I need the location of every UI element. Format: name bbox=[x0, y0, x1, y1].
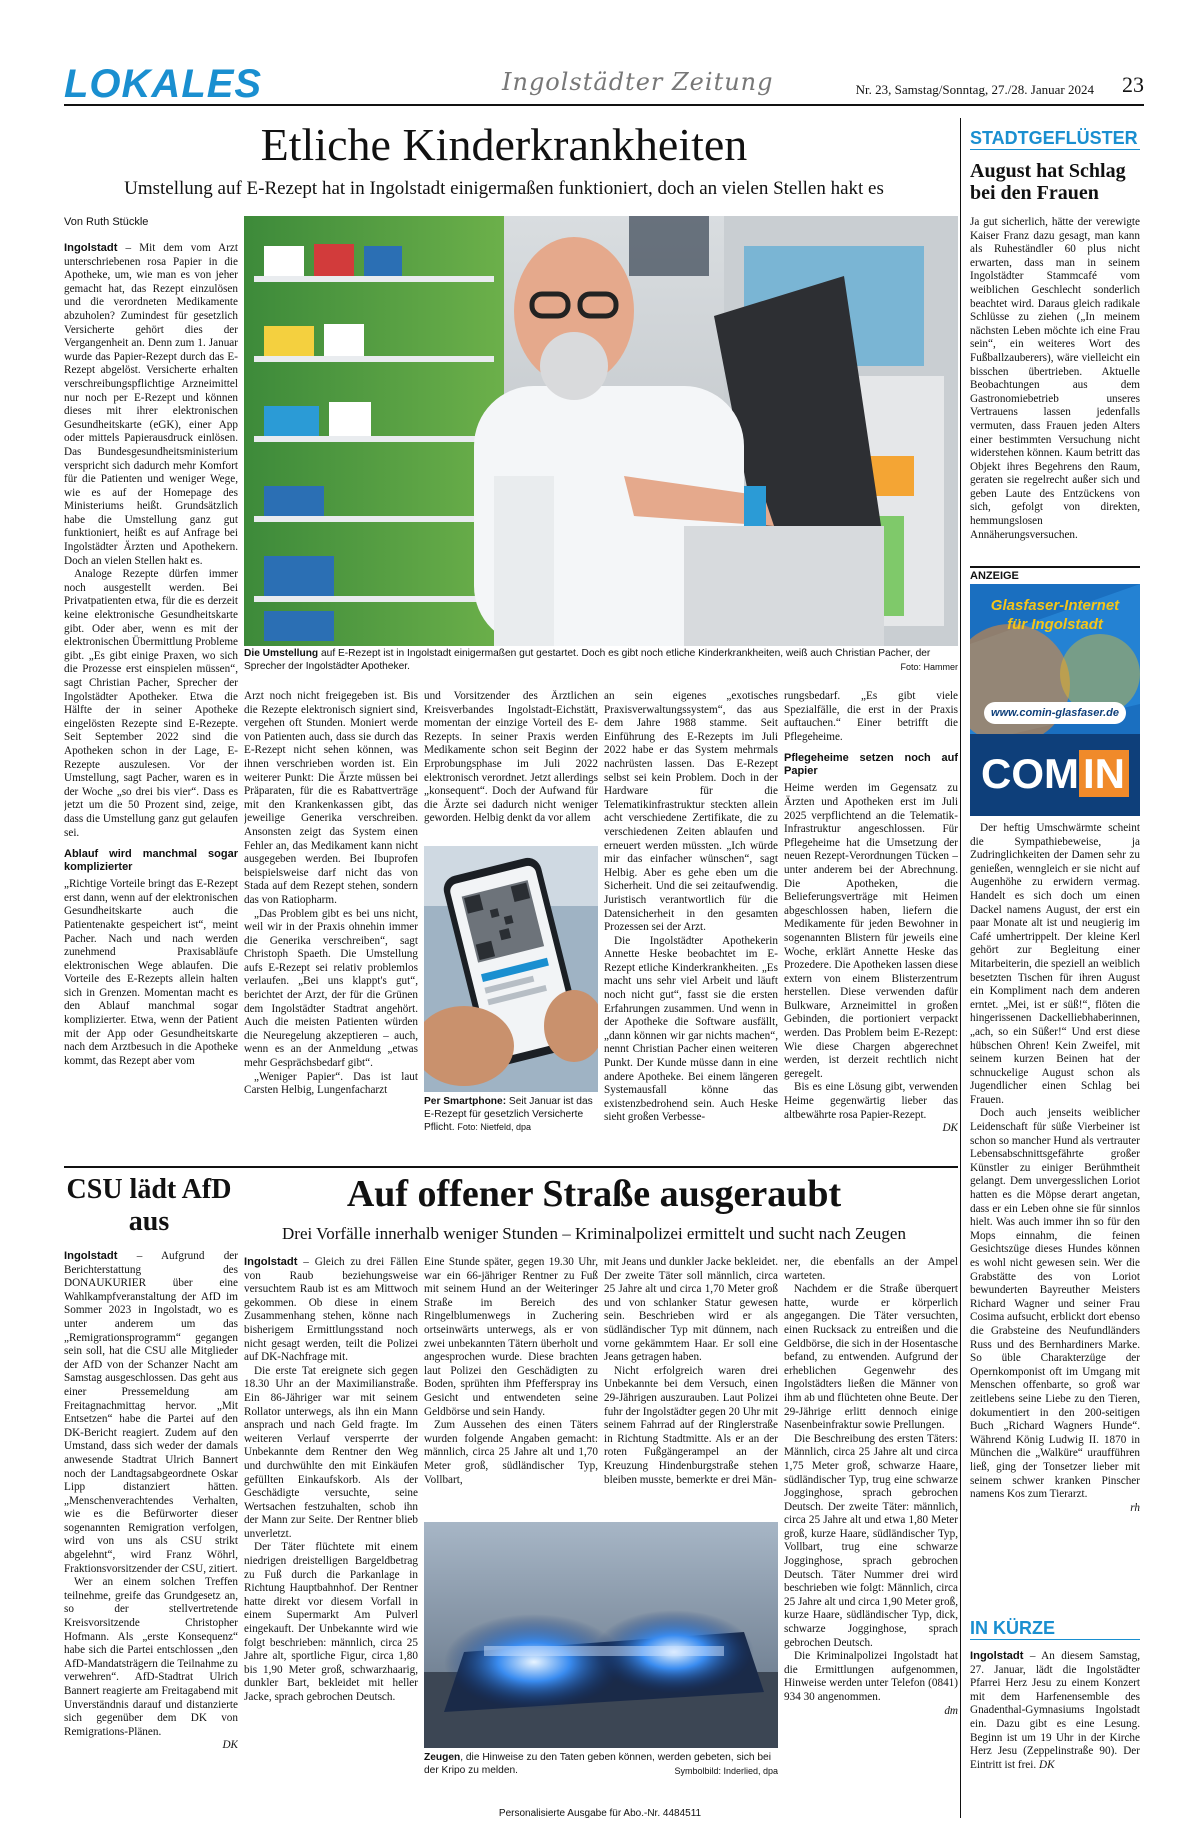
paragraph: „Richtige Vorteile bringt das E-Rezept erst dann, wenn auf der elektronischen Gesundheitskarte auch die Patientenakte gespeichert ist“, meint Pacher. Nach und nach werden zunehmend Praxisabläufe elektronischen Wege ablaufen. Die Vorteile des E-Rezepts allein halten sich in Grenzen. Momentan macht es den Ablauf manchmal sogar komplizierter. Etwa, wenn der Patient mit der App oder Gesundheitskarte nach dem Arztbesuch in die Apotheke kommt, das Rezept aber vom bbox=[64, 878, 238, 1067]
comin-advertisement[interactable] bbox=[970, 584, 1140, 816]
paragraph: Die erste Tat ereignete sich gegen 18.30 Uhr an der Maximilianstraße. Ein 86-Jähriger war mit seinem Rollator unterwegs, als ihn ein Mann ansprach und nach Geld fragte. Im weiteren Verlauf versperrte der Unbekannte dem Rentner den Weg und durchwühlte den mit Einkäufen gefüllten Einkaufskorb. Als der Geschädigte versuchte, seine Wertsachen festzuhalten, schob ihn der Mann zur Seite. Der Rentner blieb unverletzt. bbox=[244, 1364, 418, 1540]
story2-headline: Auf offener Straße ausgeraubt bbox=[346, 1173, 842, 1215]
caption-text: Seit Januar ist das E-Rezept für gesetzlich Versicherte Pflicht. bbox=[424, 1096, 593, 1133]
paragraph: mit Jeans und dunkler Jacke bekleidet. Der zweite Täter soll männlich, circa 25 Jahre alt und circa 1,70 Meter groß und von schlanker Statur gewesen sein. Beschrieben wird er als südländischer Typ mit dünnem, nach vorne gekämmtem Haar. Er soll eine Jeans getragen haben. bbox=[604, 1256, 778, 1364]
ad-headline: Glasfaser-Internet bbox=[990, 597, 1120, 614]
caption-text: auf E-Rezept ist in Ingolstadt einigermaßen gut gestartet. Doch es gibt noch etliche Kinderkrankheiten, weiß auch Christian Pacher, der Sprecher der Ingolstädter Apotheker. bbox=[244, 648, 931, 672]
story3-headline: CSU lädt AfD aus bbox=[66, 1174, 232, 1237]
paragraph: Eine Stunde später, gegen 19.30 Uhr, war ein 66-jähriger Rentner zu Fuß mit seinem Hund an der Weiteringer Straße im Bereich des Ringelblumenwegs in Zuchering ortseinwärts unterwegs, als er von zwei unbekannten Tätern überholt und angesprochen wurde. Diese brachten laut Polizei den Geschädigten zu Boden, sprühten ihm Pfefferspray ins Gesicht und entwendeten seine Geldbörse und sein Handy. bbox=[424, 1256, 598, 1418]
photo-credit: Symbolbild: Inderlied, dpa bbox=[674, 1765, 778, 1776]
police-photo-caption bbox=[424, 1752, 778, 1777]
story1-column-5 bbox=[784, 690, 958, 1160]
caption-lead: Per Smartphone: bbox=[424, 1096, 507, 1107]
paragraph: Nicht erfolgreich waren drei Unbekannte bei dem Versuch, einen 29-Jährigen auszurauben. Laut Polizei fuhr der Ingolstädter gegen 20 Uhr mit seinem Fahrrad auf der Ringlerstraße in Richtung Stadtmitte. Als er an der roten Fußgängerampel an der Kreuzung Hindenburgstraße stehen bleiben musste, bemerkte er drei Män- bbox=[604, 1364, 778, 1486]
paragraph: Bis es eine Lösung gibt, verwenden Heime gegenwärtig lieber das altbewährte rosa Papier-Rezept. bbox=[784, 1081, 958, 1121]
paragraph: Wer an einem solchen Treffen teilnehme, greife das Grundgesetz an, so der stellvertretende Kreisvorsitzende Christopher Hofmann. Als „erste Konsequenz“ habe sich die Partei entschlossen „den AfD-Mandatsträgern die Teilnahme zu verwehren“. AfD-Stadtrat Ulrich Bannert reagierte am Freitagabend mit Unverständnis darauf und distanzierte sich gegenüber dem DK von Remigrations-Plänen. bbox=[64, 1576, 238, 1738]
sidebar-headline: August hat Schlag bei den Frauen bbox=[970, 160, 1126, 204]
paragraph: ner, die ebenfalls an der Ampel warteten. bbox=[784, 1256, 958, 1282]
caption-lead: Die Umstellung bbox=[244, 648, 319, 659]
newspaper-name: Ingolstädter Zeitung bbox=[502, 68, 774, 96]
page-number: 23 bbox=[1122, 72, 1144, 97]
paragraph: – Mit dem vom Arzt unterschriebenen rosa Papier in die Apotheke, um, wie man es von jeher gemacht hat, das Rezept einzulösen und die verordneten Medikamente abzuholen? Zumindest für gesetzlich Versicherte gehört dies der Vergangenheit an. Denn zum 1. Januar wurde das Papier-Rezept durch das E-Rezept abgelöst. Versicherte erhalten verschreibungspflichtige Arzneimittel nur noch per E-Rezept und können dieses mit ihrer elektronischen Gesundheitskarte (eGK), einer App oder mittels Papierausdruck einlösen. Das Bundesgesundheitsministerium verspricht sich dadurch mehr Komfort für die Patienten und weniger Wege, wie es auf der Homepage des Ministeriums heißt. Grundsätzlich habe die Umstellung ganz gut funktioniert, heißt es auf Anfrage bei Ingolstädter Ärzten und Apothekern. Doch an vielen Stellen hakt es. bbox=[64, 242, 238, 567]
paragraph: Der heftig Umschwärmte scheint die Sympathiebeweise, ja Zudringlichkeiten der Damen sehr zu genießen, wenngleich er sie nicht auf Augenhöhe zu erwidern vermag. Handelt es sich doch um einen Dackel namens August, der erst ein paar Monate alt ist und neugierig im Café umhertrippelt. Der kleine Kerl gehört zur Begleitung einer Mitarbeiterin, die speziell an weiblich besetzten Tischen für ihren August ein Kompliment nach dem anderen erntet. „Mei, ist er süß!“, flöten die hingerissenen Dackelliebhaberinnen, „ach, so ein Süßer!“ Und erst diese hübschen Ohren! Kein Zweifel, mit seinem kurzen Beinen hat der schnuckelige August schon als Jugendlicher einen Schlag bei Frauen. bbox=[970, 822, 1140, 1106]
story1-subhead: Umstellung auf E-Rezept hat in Ingolstadt einigermaßen funktioniert, doch an vielen Stellen hakt es bbox=[124, 178, 884, 199]
caption-text: , die Hinweise zu den Taten geben können, werden gebeten, sich bei der Kripo zu melden. bbox=[424, 1752, 771, 1776]
caption-lead: Zeugen bbox=[424, 1752, 461, 1763]
masthead bbox=[64, 60, 1144, 106]
dateline: Ingolstadt bbox=[64, 242, 118, 254]
author-signature: DK bbox=[222, 1739, 238, 1752]
sidebar-column-1 bbox=[970, 216, 1140, 556]
story1-byline: Von Ruth Stückle bbox=[64, 216, 149, 228]
paragraph: Die Beschreibung des ersten Täters: Männlich, circa 25 Jahre alt und circa 1,75 Meter groß, schwarze Haare, südländischer Typ, trug eine schwarze Jogginghose, sprach gebrochen Deutsch. Der zweite Täter: männlich, circa 25 Jahre alt und etwa 1,80 Meter groß, kurze Haare, südländischer Typ, Vollbart, trug eine schwarze Jogginghose, sprach gebrochen Deutsch. Täter Nummer drei wird beschrieben wie folgt: Männlich, circa 25 Jahre alt und circa 1,90 Meter groß, kurze Haare, südländischer Typ, dick, schwarze Jogginghose, sprach gebrochen Deutsch. bbox=[784, 1432, 958, 1649]
paragraph: Zum Aussehen des einen Täters wurden folgende Angaben gemacht: männlich, circa 25 Jahre alt und 1,70 Meter groß, südländischer Typ, Vollbart, bbox=[424, 1419, 598, 1486]
photo-caption bbox=[244, 648, 958, 673]
paragraph: Nachdem er die Straße überquert hatte, wurde er körperlich angegangen. Die Täter versuchten, einen Rucksack zu entreißen und die Geldbörse, die sich in der Hosentasche befand, zu entwenden. Aufgrund der erheblichen Gegenwehr des Ingolstädters ließen die Männer von ihm ab und flüchteten ohne Beute. Der 29-Jährige erlitt dennoch einige Nasenbeinfraktur sowie Prellungen. bbox=[784, 1283, 958, 1432]
dateline: Ingolstadt bbox=[244, 1256, 298, 1268]
smartphone-photo-illustration bbox=[424, 846, 598, 1092]
section-title: LOKALES bbox=[64, 62, 263, 106]
story1-column-1 bbox=[64, 242, 238, 1167]
dateline: Ingolstadt bbox=[64, 1250, 118, 1262]
story2-column-1 bbox=[244, 1256, 418, 1806]
pharmacist-photo bbox=[244, 216, 958, 646]
sidebar-column-2 bbox=[970, 822, 1140, 1620]
sidebar-label-2: IN KÜRZE bbox=[970, 1618, 1140, 1640]
smartphone-photo bbox=[424, 846, 598, 1092]
ad-brand-logo bbox=[970, 744, 1140, 804]
brief-column bbox=[970, 1650, 1140, 1800]
paragraph: – Gleich zu drei Fällen von Raub beziehungsweise versuchtem Raub ist es am Mittwoch gekommen. Ob diese in einem Zusammenhang stehen, könne nach bisherigem Ermittlungsstand noch nicht gesagt werden, teilt die Polizei auf DK-Nachfrage mit. bbox=[244, 1256, 418, 1364]
story2-column-4 bbox=[784, 1256, 958, 1806]
paragraph: Ja gut sicherlich, hätte der verewigte Kaiser Franz dazu gesagt, man kann als Ruheständler 60 plus nicht erwarten, dass man in seinem Ingolstädter Stammcafé vom weiblichen Geschlecht sonderlich beachtet wird. Daraus gleich radikale Schlüsse zu ziehen („In meinem nächsten Leben möchte ich eine Frau sein“, ein weiteres Wort des Fußballzauberers), wäre vielleicht ein bisschen übertrieben. Aktuelle Beobachtungen aus dem Gastronomiebetrieb unseres Vertrauens lassen jedenfalls vermuten, dass Frauen jeden Alters einer bestimmten Versuchung nicht widerstehen können. Kaum betritt das Objekt ihres Begehrens den Raum, geraten sie regelrecht außer sich und geben Laute des Entzückens von sich, gefolgt von direkten, hemmungslosen Annäherungsversuchen. bbox=[970, 216, 1140, 541]
paragraph: rungsbedarf. „Es gibt viele Spezialfälle, die erst in der Praxis auftauchen.“ Einer betrifft die Pflegeheime. bbox=[784, 690, 958, 743]
paragraph: „Weniger Papier“. Das ist laut Carsten Helbig, Lungenfacharzt bbox=[244, 1070, 418, 1097]
paragraph: Der Täter flüchtete mit einem niedrigen dreistelligen Bargeldbetrag zu Fuß durch die Parkanlage in Richtung Hauptbahnhof. Der Rentner hatte direkt vor diesem Vorfall in einem Supermarkt Am Pulverl eingekauft. Der Unbekannte wird wie folgt beschrieben: männlich, circa 25 Jahre alt, sportliche Figur, circa 1,80 bis 1,90 Meter groß, schwarzhaarig, dunkler Bart, bekleidet mit heller Jacke, sprach gebrochen Deutsch. bbox=[244, 1541, 418, 1703]
ad-label: ANZEIGE bbox=[970, 566, 1140, 582]
paragraph: – Aufgrund der Berichterstattung des DONAUKURIER über eine Wahlkampfveranstaltung der AfD im Sommer 2023 in Ingolstadt, wo es unter anderem um das „Remigrationsprogramm“ gegangen sein soll, hat die CSU alle Mitglieder der AfD von der Schanzer Nacht am Samstag ausgeschlossen. Das geht aus einer Pressemeldung am Freitagnachmittag hervor. „Mit Entsetzen“ habe die Partei auf den DK-Bericht reagiert. Zudem auf den Umstand, dass sich weder der damals anwesende Stadtrat Ulrich Bannert noch der Landtagsabgeordnete Oskar Lipp distanziert hätten. „Menschenverachtendes Verhalten, wie es die Befürworter dieser sogenannten Remigration verfolgen, wird von uns als CSU strikt abgelehnt“, wird Franz Wöhrl, Fraktionsvorsitzender der CSU, zitiert. bbox=[64, 1250, 238, 1575]
police-light-illustration bbox=[424, 1522, 778, 1748]
paragraph: Doch auch jenseits weiblicher Leidenschaft für süße Vierbeiner ist schon so mancher Hund als vertrauter Lebensabschnittsgefährte großer Künstler zu einiger Berühmtheit gelangt. Dem unvergesslichen Loriot hatten es die Möpse derart angetan, dass er ein Leben ohne sie für sinnlos hielt. Was auch immer ihn so für den Mops einnahm, die feinen Gesichtszüge dieses Hundes können es wohl nicht gewesen sein. Wer die Grabstätte des von Loriot bewunderten Bayreuther Meisters Richard Wagner und seiner Frau Cosima aufsucht, erblickt dort ebenso die Grabsteine des Neufundländers Russ und des Bernhardiners Marke. So üble Charakterzüge der Opernkomponist oft im Umgang mit Menschen offenbarte, so groß war zeitlebens seine Liebe zu den Tieren, dokumentiert in den 200-seitigen Buch „Richard Wagners Hunde“. Während König Ludwig II. 1870 in München die „Walküre“ uraufführen ließ, ging der Tonsetzer lieber mit seinem schwer kranken Pinscher namens Kos zum Tierarzt. bbox=[970, 1107, 1140, 1501]
issue-info: Nr. 23, Samstag/Sonntag, 27./28. Januar 2024 bbox=[855, 82, 1094, 97]
subscriber-footer: Personalisierte Ausgabe für Abo.-Nr. 4484511 bbox=[498, 1808, 702, 1819]
pharmacist-photo-illustration bbox=[244, 216, 958, 646]
sidebar-divider bbox=[960, 118, 961, 1818]
paragraph: Arzt noch nicht freigegeben ist. Bis die Rezepte elektronisch signiert sind, vergehen oft Stunden. Moniert werde von Patienten auch, dass sie durch das E-Rezept nicht sehen können, was ihnen verschrieben worden ist. Ein weiterer Punkt: Die Ärzte müssen bei Präparaten, für die es Rabattverträge mit den Krankenkassen gibt, das jeweilige Generika verschreiben. Ansonsten zeigt das System einen Fehler an, das Medikament kann nicht ausgegeben werden. Bei Ibuprofen beispielsweise darf nicht das von Stada auf dem Rezept stehen, sondern das von Ratiopharm. bbox=[244, 690, 418, 906]
ad-brand-part: COM bbox=[981, 750, 1079, 797]
photo-credit: Foto: Nietfeld, dpa bbox=[457, 1122, 531, 1132]
sidebar-label: STADTGEFLÜSTER bbox=[970, 128, 1140, 150]
ad-brand-part: IN bbox=[1079, 750, 1129, 797]
story1-column-3 bbox=[424, 690, 598, 840]
photo-credit: Foto: Hammer bbox=[900, 661, 958, 672]
story1-column-4 bbox=[604, 690, 778, 1160]
paragraph: – An diesem Samstag, 27. Januar, lädt die Ingolstädter Pfarrei Herz Jesu zu einem Konzert mit dem Harfenensemble des Gnadenthal-Gymnasiums Ingolstadt ein. Dazu gibt es eine Lesung. Beginn ist um 19 Uhr in der Kirche Herz Jesu (Zeppelinstraße 90). Der Eintritt ist frei. bbox=[970, 1650, 1140, 1771]
story1-subtitle-2: Pflegeheime setzen noch auf Papier bbox=[784, 752, 958, 778]
paragraph: an sein eigenes „exotisches Praxisverwaltungssystem“, das aus dem Jahre 1988 stamme. Seit Einführung des E-Rezepts im Juli 2022 habe er das System mehrmals nachrüsten lassen. Das E-Rezept selbst sei kein Problem. Doch in der Hardware für die Telematikinfrastruktur steckten allein acht verschiedene Zertifikate, die zu verschiedenen Zeiten ablaufen und erneuert werden müssten. „Ich würde mir das einfacher wünschen“, sagt Helbig. Aber es gehe eben um die Sicherheit. Und die sei zeitaufwendig. Juristisch verantwortlich für die Datensicherheit in den gesamten Prozessen sei der Arzt. bbox=[604, 690, 778, 934]
dateline: Ingolstadt bbox=[970, 1650, 1024, 1662]
story1-column-2 bbox=[244, 690, 418, 1160]
story3-column bbox=[64, 1250, 238, 1800]
story2-column-3 bbox=[604, 1256, 778, 1516]
story2-subhead: Drei Vorfälle innerhalb weniger Stunden – Kriminalpolizei ermittelt und sucht nach Zeugen bbox=[282, 1224, 906, 1243]
smartphone-caption bbox=[424, 1096, 598, 1135]
paragraph: und Vorsitzender des Ärztlichen Kreisverbandes Ingolstadt-Eichstätt, momentan der einzige Vorteil des E-Rezepts. In seiner Praxis werden Medikamente schon seit Beginn der Erprobungsphase im Juli 2022 elektronisch verordnet. Jetzt allerdings „konsequent“. Doch der Aufwand für die Ärzte sei dadurch nicht weniger geworden. Helbig denkt da vor allem bbox=[424, 690, 598, 825]
author-signature: dm bbox=[944, 1704, 958, 1717]
story2-column-2 bbox=[424, 1256, 598, 1516]
paragraph: Analoge Rezepte dürfen immer noch ausgestellt werden. Bei Privatpatienten etwa, für die es derzeit keine elektronische Gesundheitskarte gibt. Oder aber, wenn es mit der elektronischen Übermittlung Probleme gibt. „Es gibt einige Praxen, wo sich die Prozesse erst einspielen müssen“, sagt Christian Pacher, Sprecher der Ingolstädter Apotheker. Etwa die Hälfte der in seiner Apotheke eingelösten Rezepte sind E-Rezepte. Seit September 2022 sind die Apotheken schon in der Lage, E-Rezepte auszulesen. Vor der Umstellung, sagt Pacher, waren es in der Woche „so drei bis vier“. Dass es jetzt um die 50 Prozent sind, zeige, dass die Umstellung ganz gut gelaufen sei. bbox=[64, 568, 238, 839]
story1-subtitle: Ablauf wird manchmal sogar komplizierter bbox=[64, 848, 238, 874]
author-signature: DK bbox=[1038, 1758, 1055, 1771]
ad-url[interactable]: www.comin-glasfaser.de bbox=[984, 702, 1126, 724]
paragraph: Die Ingolstädter Apothekerin Annette Heske beobachtet im E-Rezept etliche Kinderkrankheiten. „Es macht uns sehr viel Arbeit und läuft noch nicht gut“, fasst sie die ersten Erfahrungen zusammen. Und wenn in der Apotheke die Software ausfällt, „dann können wir gar nichts machen“, nennt Christian Pacher einen weiteren Punkt. Der Kunde müsse dann in eine andere Apotheke. Bei einem längeren Systemausfall könne das existenzbedrohend sein. Auch Heske sieht großen Verbesse- bbox=[604, 934, 778, 1124]
story1-headline: Etliche Kinderkrankheiten bbox=[260, 119, 748, 170]
paragraph: Heime werden im Gegensatz zu Ärzten und Apotheken erst im Juli 2025 verpflichtend an die Telematik-Infrastruktur angeschlossen. Für Pflegeheime hat die Umsetzung der neuen Rezept-Verordnungen Tücken – unter anderem bei der Abrechnung. Die Apotheken, die Belieferungsverträge mit Heimen abgeschlossen haben, liefern die Medikamente für jeden Bewohner in sogenannten Blistern für jeweils eine Woche, erklärt Annette Heske das Prozedere. Die Apotheken lassen diese extern von einem Blisterzentrum herstellen. Diese verwenden dafür Bulkware, Arzneimittel in großen Gebinden, die portioniert verpackt werden. Das Problem beim E-Rezept: Wie diese Chargen abgerechnet werden, ist derzeit rechtlich nicht geregelt. bbox=[784, 782, 958, 1080]
police-light-photo bbox=[424, 1522, 778, 1748]
author-signature: rh bbox=[1130, 1501, 1140, 1514]
author-signature: DK bbox=[942, 1122, 958, 1135]
paragraph: Die Kriminalpolizei Ingolstadt hat die Ermittlungen aufgenommen, Hinweise werden unter Telefon (0841) 934 30 angenommen. bbox=[784, 1650, 958, 1703]
paragraph: „Das Problem gibt es bei uns nicht, weil wir in der Praxis ohnehin immer die Generika verschreiben“, sagt Christoph Spaeth. Die Umstellung aufs E-Rezept sei relativ problemlos verlaufen. „Bei uns klappt's gut“, berichtet der Arzt, der für die Grünen dem Ingolstädter Stadtrat angehört. Auch die meisten Patienten würden die Neuregelung akzeptieren – auch, wenn es an der Anmeldung „etwas mehr Gesprächsbedarf gibt“. bbox=[244, 907, 418, 1070]
ad-subline: für Ingolstadt bbox=[1007, 616, 1103, 633]
section-divider bbox=[64, 1166, 958, 1168]
